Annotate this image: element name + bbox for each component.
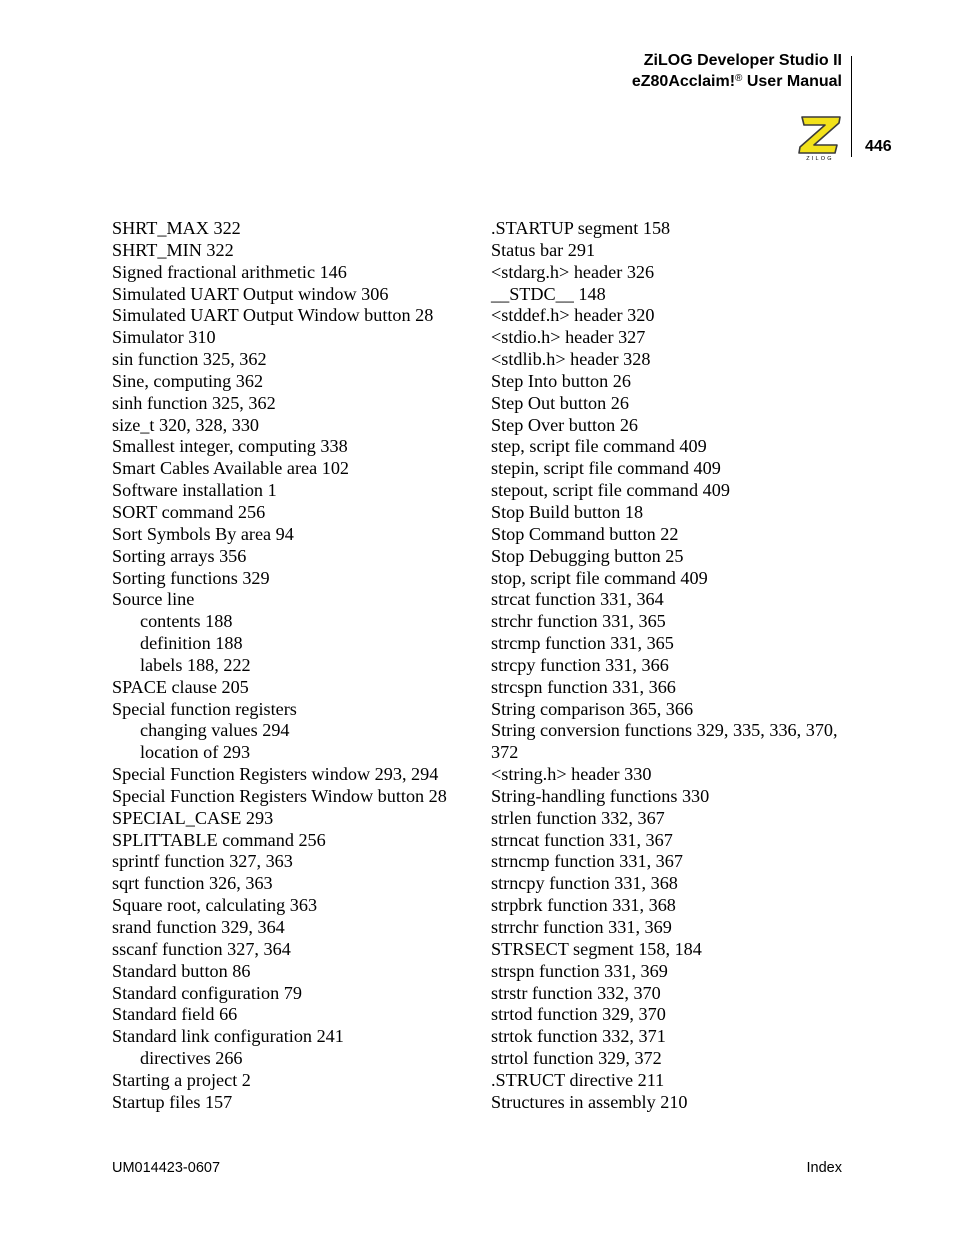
index-entry: sscanf function 327, 364 [112,938,291,959]
index-entry: .STARTUP segment 158 [491,218,671,238]
index-entry: String conversion functions 329, 335, 336, 370, 372 [491,720,838,763]
index-entry: sqrt function 326, 363 [112,873,273,894]
index-entry: Smallest integer, computing 338 [112,436,348,457]
index-entry: strtok function 332, 371 [491,1026,666,1047]
index-entry: sprintf function 327, 363 [112,851,293,872]
index-entry: strrchr function 331, 369 [491,917,672,937]
index-entry: stepout, script file command 409 [491,480,730,501]
index-entry: <stddef.h> header 320 [491,305,655,326]
index-subentry: changing values 294 [140,720,290,741]
page-number: 446 [865,138,892,155]
logo-text: ZILOG [806,156,834,161]
header-product: eZ80Acclaim! [631,73,736,90]
index-entry: String comparison 365, 366 [491,698,694,719]
index-entry: strtod function 329, 370 [491,1004,666,1025]
header-divider [851,56,852,157]
page-header [632,50,842,92]
index-entry: __STDC__ 148 [491,283,606,304]
index-entry: size_t 320, 328, 330 [112,414,260,435]
index-entry: Sorting functions 329 [112,567,270,588]
index-column-left [112,218,482,1114]
index-entry: Structures in assembly 210 [491,1091,688,1112]
header-title: ZiLOG Developer Studio II [643,52,842,69]
index-entry: Stop Command button 22 [491,523,679,544]
index-entry: strcat function 331, 364 [491,589,664,610]
index-entry: Square root, calculating 363 [112,895,318,916]
index-entry: strcspn function 331, 366 [491,676,676,697]
index-entry: Stop Debugging button 25 [491,545,684,566]
index-entry: Status bar 291 [491,239,596,260]
index-entry: stepin, script file command 409 [491,458,721,479]
index-entry: strncmp function 331, 367 [491,851,683,872]
index-entry: strcmp function 331, 365 [491,633,674,654]
index-entry: Standard link configuration 241 [112,1026,344,1047]
index-entry: strlen function 332, 367 [491,807,665,828]
document-number: UM014423-0607 [112,1160,221,1176]
index-entry: sin function 325, 362 [112,349,267,370]
index-entry: <stdio.h> header 327 [491,327,646,348]
index-entry: Standard field 66 [112,1004,238,1025]
index-entry: String-handling functions 330 [491,785,710,806]
index-entry: strstr function 332, 370 [491,982,661,1003]
index-entry: strchr function 331, 365 [491,611,666,632]
index-entry: Special function registers [112,698,297,719]
index-entry: stop, script file command 409 [491,567,708,588]
index-entry: strspn function 331, 369 [491,960,668,981]
section-name: Index [806,1160,842,1176]
index-entry: strpbrk function 331, 368 [491,895,676,916]
index-entry: SPLITTABLE command 256 [112,829,326,850]
index-entry: Sort Symbols By area 94 [112,523,294,544]
index-entry: SPACE clause 205 [112,676,249,697]
index-entry: SPECIAL_CASE 293 [112,807,274,828]
index-entry: SHRT_MAX 322 [112,218,241,238]
index-entry: strncat function 331, 367 [491,829,673,850]
index-entry: Stop Build button 18 [491,501,644,522]
index-entry: Startup files 157 [112,1091,233,1112]
index-entry: Source line [112,589,195,610]
index-entry: STRSECT segment 158, 184 [491,938,702,959]
header-subtitle [632,71,842,92]
index-entry: Sine, computing 362 [112,370,264,391]
index-entry: Starting a project 2 [112,1069,251,1090]
registered-mark: ® [735,73,743,84]
zilog-logo [795,113,845,161]
header-manual: User Manual [742,73,842,90]
index-entry: Simulated UART Output Window button 28 [112,305,434,326]
index-entry: <stdarg.h> header 326 [491,261,655,282]
index-entry: SHRT_MIN 322 [112,239,234,260]
index-subentry: directives 266 [140,1048,243,1069]
index-entry: srand function 329, 364 [112,917,285,937]
index-entry: SORT command 256 [112,501,266,522]
index-entry: strncpy function 331, 368 [491,873,678,894]
index-entry: .STRUCT directive 211 [491,1069,665,1090]
index-entry: Standard button 86 [112,960,251,981]
index-entry: strcpy function 331, 366 [491,654,669,675]
index-entry: Step Out button 26 [491,392,629,413]
index-entry: Special Function Registers Window button 28 [112,785,447,806]
index-entry: Step Over button 26 [491,414,639,435]
index-entry: <string.h> header 330 [491,764,652,785]
index-entry: strtol function 329, 372 [491,1048,662,1069]
index-entry: Software installation 1 [112,480,277,501]
index-entry: step, script file command 409 [491,436,707,457]
index-entry: Simulator 310 [112,327,216,348]
index-entry: Signed fractional arithmetic 146 [112,261,347,282]
index-entry: Smart Cables Available area 102 [112,458,350,479]
index-entry: Simulated UART Output window 306 [112,283,389,304]
index-column-right [491,218,851,1114]
index-subentry: labels 188, 222 [140,654,251,675]
index-subentry: contents 188 [140,611,233,632]
index-entry: sinh function 325, 362 [112,392,276,413]
index-entry: <stdlib.h> header 328 [491,349,651,370]
index-subentry: location of 293 [140,742,251,763]
index-entry: Standard configuration 79 [112,982,302,1003]
index-entry: Sorting arrays 356 [112,545,247,566]
index-subentry: definition 188 [140,633,243,654]
index-entry: Special Function Registers window 293, 294 [112,764,439,785]
index-entry: Step Into button 26 [491,370,631,391]
